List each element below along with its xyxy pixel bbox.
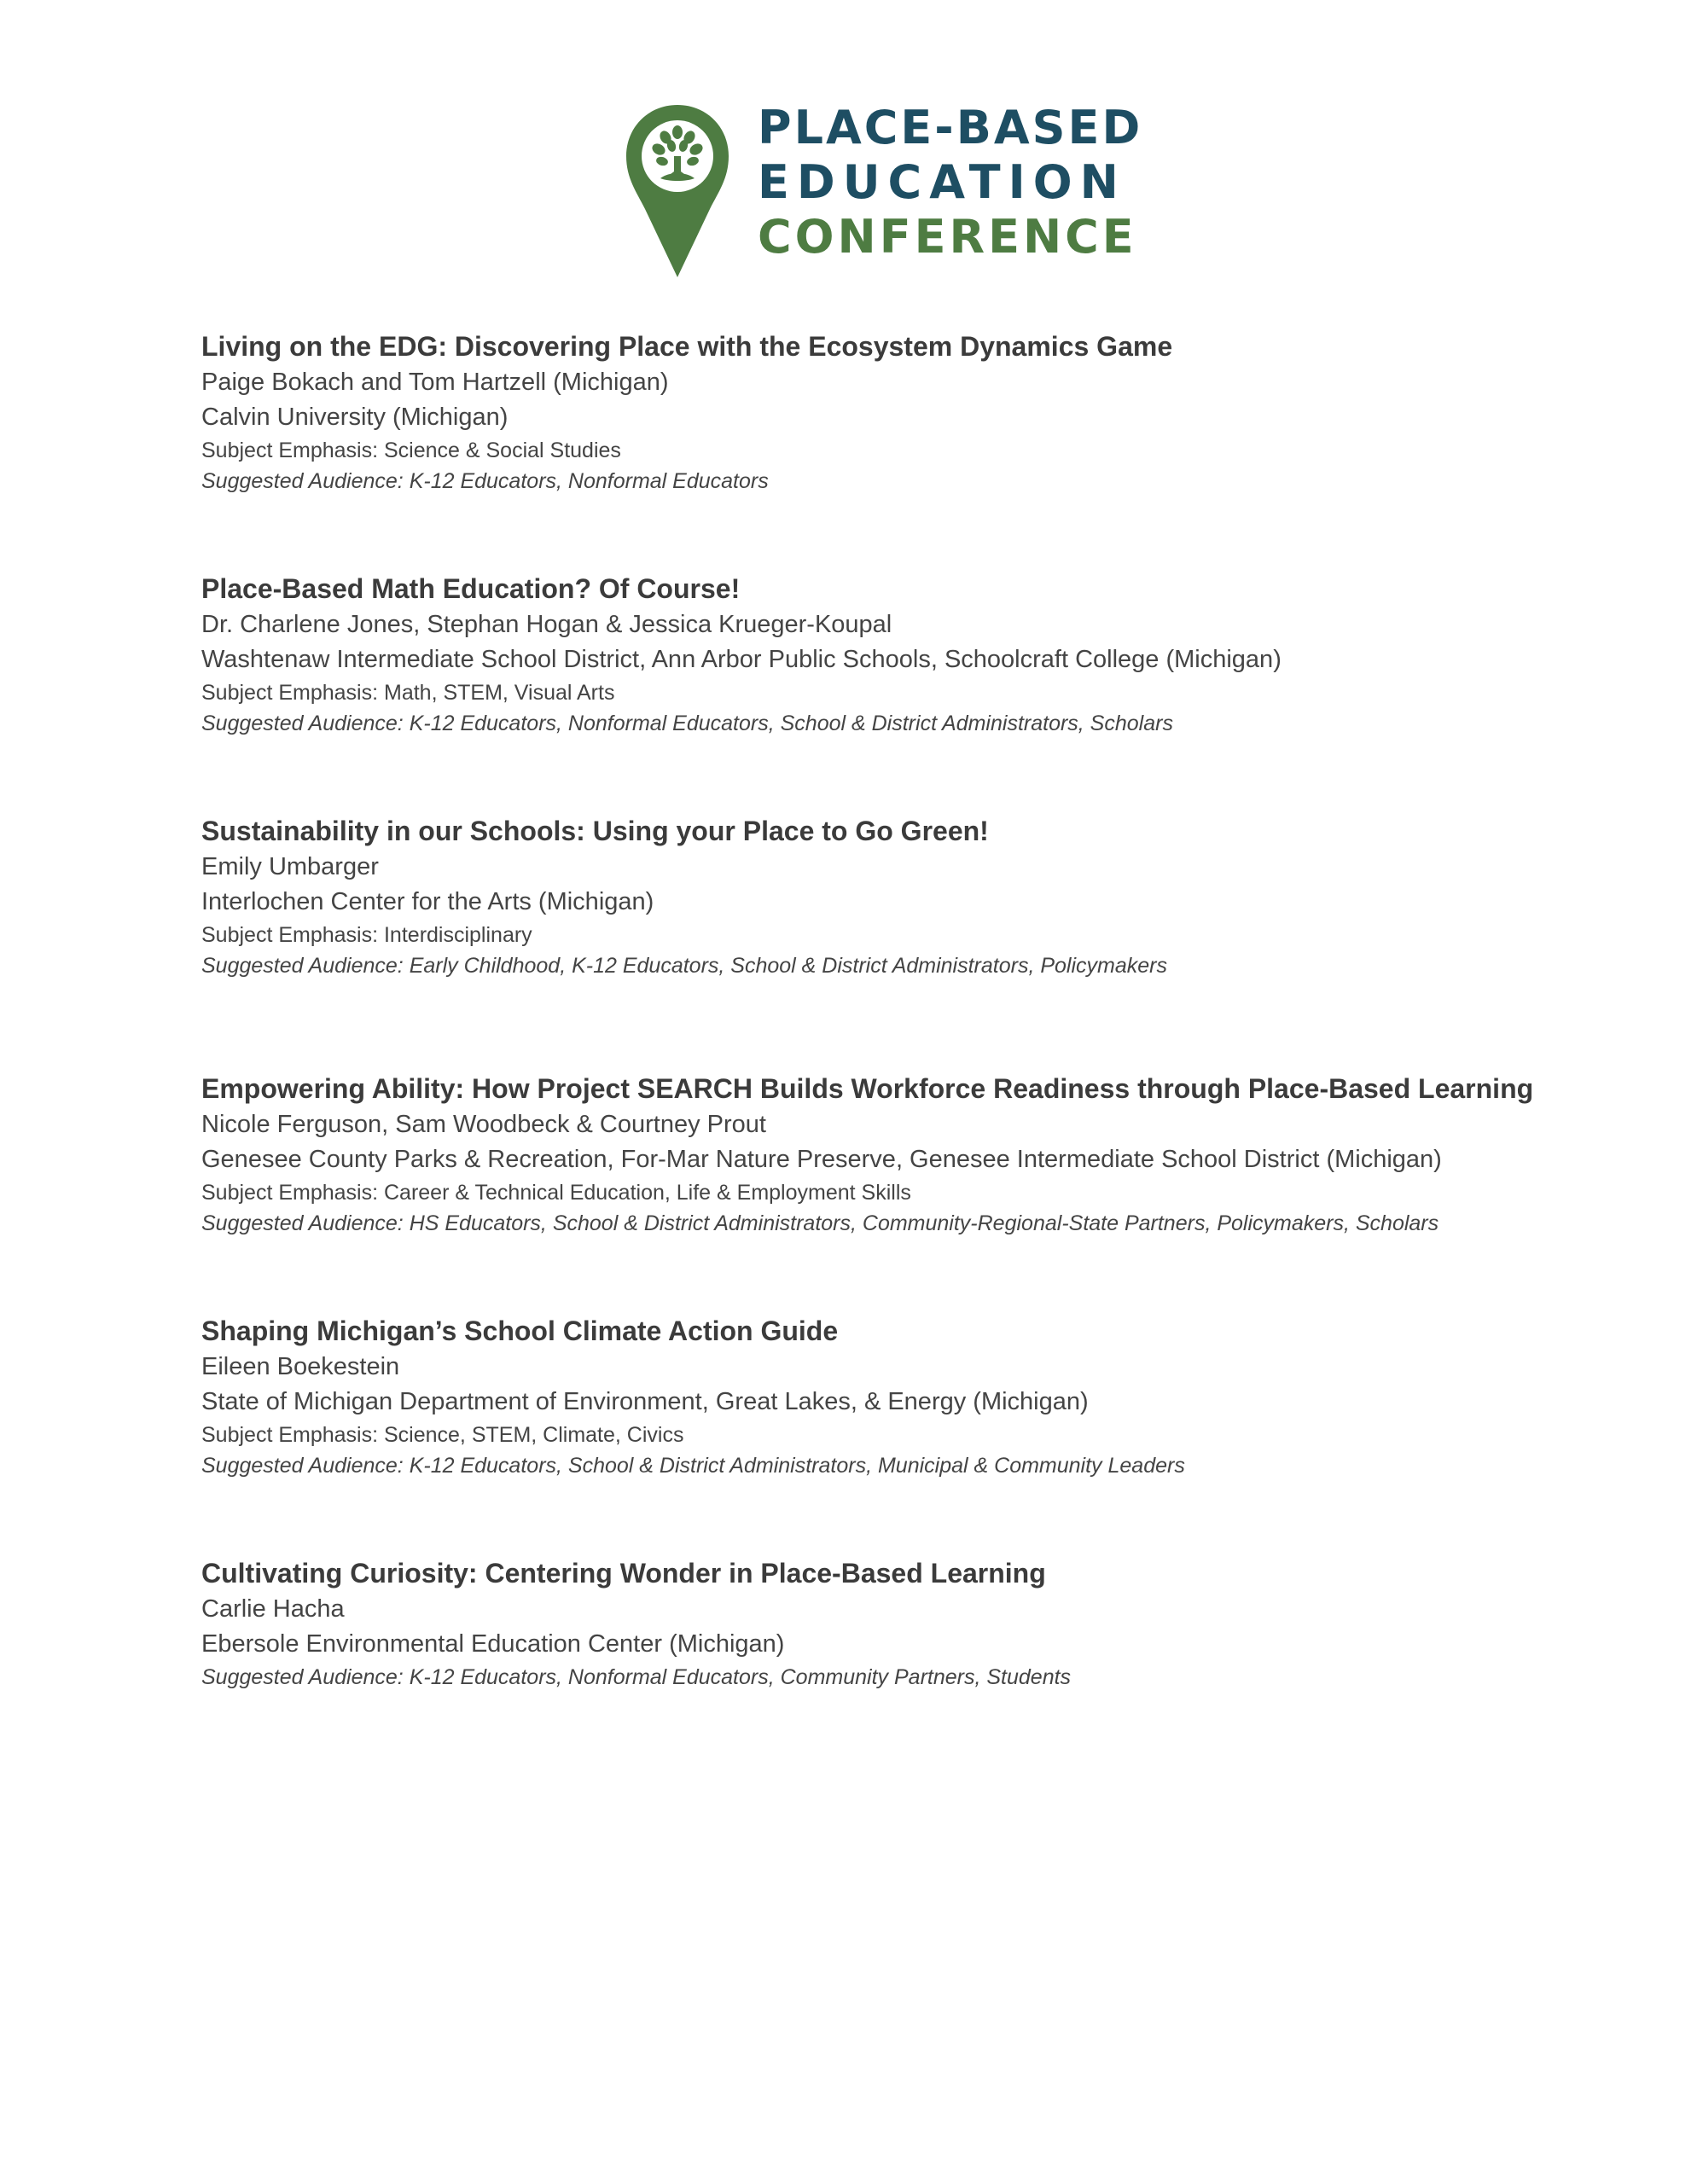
session-organization: State of Michigan Department of Environment, Great Lakes, & Energy (Michigan)	[201, 1388, 1089, 1415]
session-entry	[201, 1554, 1584, 1693]
session-title: Empowering Ability: How Project SEARCH Builds Workforce Readiness through Place-Based Learning	[201, 1073, 1534, 1104]
map-pin-tree-icon	[625, 103, 730, 279]
session-organization: Ebersole Environmental Education Center (Michigan)	[201, 1630, 785, 1658]
session-list	[201, 328, 1584, 1693]
session-audience: Suggested Audience: HS Educators, School & District Administrators, Community-Regional-State Partners, Policymakers, Scholars	[201, 1211, 1439, 1235]
logo-line-3: CONFERENCE	[758, 210, 1137, 264]
session-subject: Subject Emphasis: Math, STEM, Visual Arts	[201, 681, 615, 705]
logo-line-1: PLACE-BASED	[758, 101, 1143, 154]
session-presenters: Dr. Charlene Jones, Stephan Hogan & Jessica Krueger-Koupal	[201, 611, 892, 638]
logo-line-2: EDUCATION	[758, 155, 1126, 209]
session-presenters: Eileen Boekestein	[201, 1353, 400, 1380]
session-audience: Suggested Audience: K-12 Educators, Nonformal Educators	[201, 469, 769, 493]
session-audience: Suggested Audience: K-12 Educators, Nonformal Educators, Community Partners, Students	[201, 1665, 1072, 1689]
conference-logo	[625, 101, 1143, 290]
session-presenters: Emily Umbarger	[201, 853, 379, 880]
session-subject: Subject Emphasis: Science, STEM, Climate, Civics	[201, 1423, 684, 1447]
session-entry	[201, 570, 1584, 739]
session-presenters: Paige Bokach and Tom Hartzell (Michigan)	[201, 369, 669, 396]
session-audience: Suggested Audience: K-12 Educators, Nonformal Educators, School & District Administrators, Scholars	[201, 712, 1173, 735]
session-entry	[201, 1070, 1584, 1239]
session-subject: Subject Emphasis: Career & Technical Education, Life & Employment Skills	[201, 1181, 911, 1205]
session-audience: Suggested Audience: Early Childhood, K-12 Educators, School & District Administrators, Policymakers	[201, 954, 1167, 978]
session-title: Living on the EDG: Discovering Place with the Ecosystem Dynamics Game	[201, 331, 1173, 362]
session-entry	[201, 812, 1584, 981]
session-title: Shaping Michigan’s School Climate Action Guide	[201, 1316, 839, 1346]
session-organization: Genesee County Parks & Recreation, For-Mar Nature Preserve, Genesee Intermediate School District (Michigan)	[201, 1146, 1442, 1173]
session-presenters: Nicole Ferguson, Sam Woodbeck & Courtney Prout	[201, 1111, 766, 1138]
session-subject: Subject Emphasis: Science & Social Studies	[201, 439, 621, 462]
session-entry	[201, 1312, 1584, 1481]
logo-wordmark	[758, 101, 1142, 264]
session-title: Sustainability in our Schools: Using your Place to Go Green!	[201, 816, 989, 846]
session-organization: Calvin University (Michigan)	[201, 404, 509, 431]
session-organization: Washtenaw Intermediate School District, Ann Arbor Public Schools, Schoolcraft College (Michigan)	[201, 646, 1282, 673]
session-organization: Interlochen Center for the Arts (Michigan)	[201, 888, 654, 915]
session-subject: Subject Emphasis: Interdisciplinary	[201, 923, 532, 947]
session-title: Place-Based Math Education? Of Course!	[201, 573, 741, 604]
session-presenters: Carlie Hacha	[201, 1595, 345, 1623]
session-audience: Suggested Audience: K-12 Educators, School & District Administrators, Municipal & Community Leaders	[201, 1454, 1185, 1478]
session-title: Cultivating Curiosity: Centering Wonder in Place-Based Learning	[201, 1558, 1046, 1589]
session-entry	[201, 328, 1584, 497]
